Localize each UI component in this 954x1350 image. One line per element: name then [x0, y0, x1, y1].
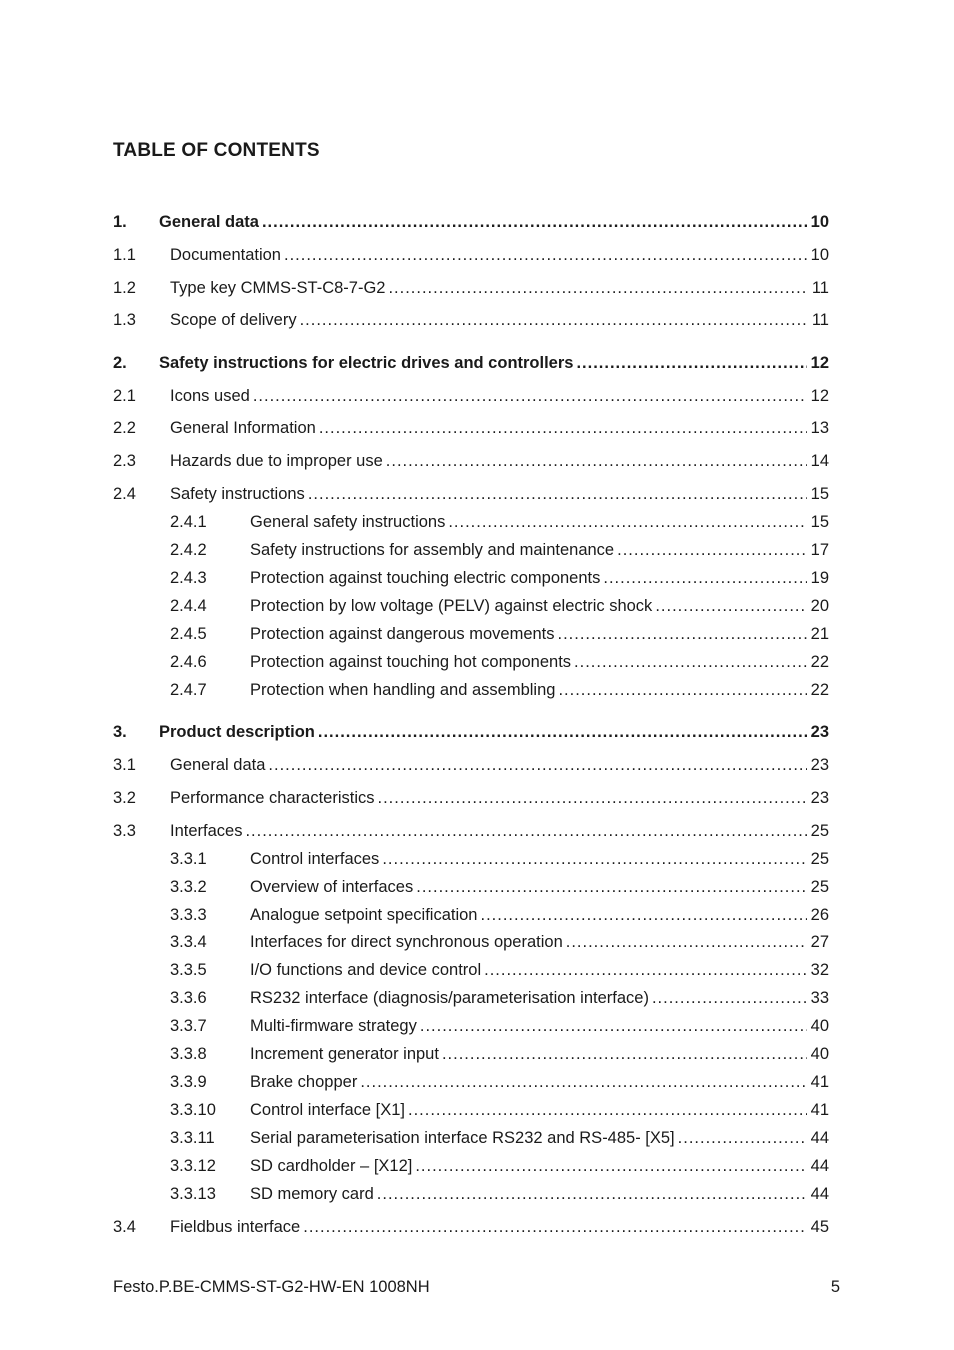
toc-entry-number: 2.4.3: [170, 569, 207, 587]
dot-leader: [416, 878, 806, 897]
toc-entry-leader-line: [250, 878, 829, 897]
dot-leader: [262, 213, 807, 232]
toc-entry-page: 10: [810, 213, 829, 231]
page-title: TABLE OF CONTENTS: [113, 140, 320, 161]
toc-entry-title: Protection by low voltage (PELV) against electric shock: [250, 597, 653, 615]
dot-leader: [678, 1129, 807, 1148]
toc-entry-title: Scope of delivery: [170, 311, 297, 329]
toc-entry-title: Performance characteristics: [170, 789, 375, 807]
toc-entry-page: 12: [810, 387, 829, 405]
toc-entry[interactable]: [113, 1017, 829, 1041]
toc-entry-leader-line: [250, 1185, 829, 1204]
toc-entry-leader-line: [170, 246, 829, 265]
toc-entry-number: 3.4: [113, 1218, 136, 1236]
dot-leader: [576, 354, 806, 373]
toc-entry[interactable]: [113, 311, 829, 335]
toc-entry-leader-line: [250, 850, 829, 869]
toc-entry-title: Protection when handling and assembling: [250, 681, 556, 699]
toc-entry-title: Icons used: [170, 387, 250, 405]
toc-entry-leader-line: [250, 1157, 829, 1176]
toc-entry[interactable]: [113, 789, 829, 813]
toc-entry-page: 25: [810, 850, 829, 868]
toc-entry-leader-line: [170, 1218, 829, 1237]
toc-entry-leader-line: [170, 452, 829, 471]
toc-entry-page: 41: [810, 1073, 829, 1091]
toc-entry-page: 20: [810, 597, 829, 615]
toc-entry[interactable]: [113, 419, 829, 443]
dot-leader: [308, 485, 807, 504]
toc-entry-number: 2.: [113, 354, 127, 372]
toc-entry-page: 25: [810, 822, 829, 840]
toc-entry[interactable]: [113, 961, 829, 985]
toc-entry-page: 22: [810, 681, 829, 699]
dot-leader: [484, 961, 807, 980]
toc-entry-leader-line: [250, 541, 829, 560]
toc-entry-page: 15: [810, 485, 829, 503]
toc-entry-number: 3.3.1: [170, 850, 207, 868]
toc-entry-page: 11: [811, 311, 829, 329]
dot-leader: [360, 1073, 806, 1092]
toc-entry[interactable]: [113, 681, 829, 705]
dot-leader: [388, 279, 807, 298]
dot-leader: [408, 1101, 807, 1120]
toc-entry-number: 2.4.2: [170, 541, 207, 559]
dot-leader: [420, 1017, 807, 1036]
dot-leader: [652, 989, 807, 1008]
dot-leader: [481, 906, 807, 925]
toc-entry-number: 1.3: [113, 311, 136, 329]
dot-leader: [382, 850, 806, 869]
toc-entry-number: 3.3.12: [170, 1157, 216, 1175]
toc-entry-leader-line: [250, 625, 829, 644]
toc-entry-number: 3.3.11: [170, 1129, 215, 1147]
toc-entry-leader-line: [250, 597, 829, 616]
dot-leader: [574, 653, 807, 672]
toc-entry-title: Product description: [159, 723, 315, 741]
toc-entry-title: Interfaces for direct synchronous operation: [250, 933, 563, 951]
toc-entry-page: 40: [810, 1017, 829, 1035]
toc-entry-page: 32: [810, 961, 829, 979]
toc-entry-number: 3.3.5: [170, 961, 207, 979]
toc-entry[interactable]: [113, 756, 829, 780]
toc-entry-leader-line: [159, 723, 829, 742]
toc-entry-number: 3.: [113, 723, 127, 741]
toc-entry[interactable]: [113, 1185, 829, 1209]
toc-entry-number: 2.3: [113, 452, 136, 470]
toc-entry-title: Control interfaces: [250, 850, 380, 868]
toc-entry-leader-line: [170, 822, 829, 841]
toc-entry-leader-line: [250, 569, 829, 588]
dot-leader: [558, 625, 807, 644]
toc-entry-number: 3.3.9: [170, 1073, 207, 1091]
toc-entry-page: 12: [810, 354, 829, 372]
dot-leader: [617, 541, 807, 560]
dot-leader: [415, 1157, 806, 1176]
toc-entry-title: Documentation: [170, 246, 281, 264]
toc-entry-page: 19: [810, 569, 829, 587]
dot-leader: [566, 933, 807, 952]
toc-entry-page: 25: [810, 878, 829, 896]
toc-entry-title: SD memory card: [250, 1185, 374, 1203]
toc-entry-number: 3.3.7: [170, 1017, 207, 1035]
toc-entry[interactable]: [113, 850, 829, 874]
toc-entry-leader-line: [170, 789, 829, 808]
dot-leader: [655, 597, 806, 616]
toc-entry-leader-line: [170, 419, 829, 438]
toc-entry-number: 2.4: [113, 485, 136, 503]
toc-entry-leader-line: [159, 213, 829, 232]
toc-entry-title: RS232 interface (diagnosis/parameterisation interface): [250, 989, 649, 1007]
toc-entry-leader-line: [250, 1073, 829, 1092]
toc-entry-leader-line: [250, 1045, 829, 1064]
toc-entry-title: General data: [170, 756, 266, 774]
toc-entry-number: 3.3.6: [170, 989, 207, 1007]
toc-entry[interactable]: [113, 541, 829, 565]
toc-entry[interactable]: [113, 213, 829, 237]
toc-entry-leader-line: [250, 906, 829, 925]
toc-entry-page: 23: [810, 756, 829, 774]
dot-leader: [603, 569, 806, 588]
toc-entry-number: 3.3.2: [170, 878, 207, 896]
toc-entry-title: Overview of interfaces: [250, 878, 414, 896]
toc-entry-number: 3.3.10: [170, 1101, 216, 1119]
toc-entry-title: Control interface [X1]: [250, 1101, 405, 1119]
toc-entry[interactable]: [113, 989, 829, 1013]
toc-entry-title: General data: [159, 213, 259, 231]
toc-entry[interactable]: [113, 387, 829, 411]
toc-entry[interactable]: [113, 354, 829, 378]
toc-entry[interactable]: [113, 279, 829, 303]
toc-entry-title: General Information: [170, 419, 316, 437]
toc-entry-page: 14: [810, 452, 829, 470]
toc-entry-leader-line: [170, 311, 829, 330]
toc-entry[interactable]: [113, 906, 829, 930]
toc-entry-leader-line: [250, 681, 829, 700]
toc-entry-title: Protection against dangerous movements: [250, 625, 555, 643]
toc-entry-title: Protection against touching electric components: [250, 569, 601, 587]
toc-entry[interactable]: [113, 1101, 829, 1125]
toc-entry-leader-line: [250, 1017, 829, 1036]
toc-entry-title: Serial parameterisation interface RS232 and RS-485- [X5]: [250, 1129, 675, 1147]
toc-entry-number: 2.4.7: [170, 681, 207, 699]
toc-entry-leader-line: [159, 354, 829, 373]
toc-entry-title: Increment generator input: [250, 1045, 439, 1063]
toc-entry-number: 3.3.8: [170, 1045, 207, 1063]
dot-leader: [245, 822, 806, 841]
toc-entry-number: 3.2: [113, 789, 136, 807]
toc-entry[interactable]: [113, 878, 829, 902]
dot-leader: [300, 311, 808, 330]
toc-entry[interactable]: [113, 485, 829, 509]
toc-entry-leader-line: [170, 756, 829, 775]
dot-leader: [319, 419, 807, 438]
toc-entry-number: 2.4.1: [170, 513, 207, 531]
footer-document-id: Festo.P.BE-CMMS-ST-G2-HW-EN 1008NH: [113, 1278, 430, 1296]
toc-entry-page: 22: [810, 653, 829, 671]
dot-leader: [448, 513, 806, 532]
toc-entry-title: Hazards due to improper use: [170, 452, 383, 470]
toc-entry[interactable]: [113, 1157, 829, 1181]
dot-leader: [268, 756, 806, 775]
toc-entry-number: 3.3: [113, 822, 136, 840]
dot-leader: [386, 452, 807, 471]
toc-entry[interactable]: [113, 723, 829, 747]
toc-entry-title: General safety instructions: [250, 513, 446, 531]
toc-entry-number: 3.3.3: [170, 906, 207, 924]
footer-page-number: 5: [830, 1278, 840, 1296]
toc-entry-title: Type key CMMS-ST-C8-7-G2: [170, 279, 386, 297]
toc-entry[interactable]: [113, 452, 829, 476]
toc-entry-leader-line: [170, 279, 829, 298]
toc-entry-leader-line: [250, 961, 829, 980]
toc-entry[interactable]: [113, 625, 829, 649]
dot-leader: [442, 1045, 807, 1064]
toc-entry-page: 15: [810, 513, 829, 531]
toc-entry-page: 23: [810, 789, 829, 807]
toc-entry[interactable]: [113, 1129, 829, 1153]
toc-entry-title: I/O functions and device control: [250, 961, 482, 979]
toc-entry-page: 17: [810, 541, 829, 559]
dot-leader: [318, 723, 807, 742]
toc-entry-page: 41: [810, 1101, 829, 1119]
toc-entry-number: 3.3.4: [170, 933, 207, 951]
dot-leader: [253, 387, 807, 406]
toc-entry-page: 21: [810, 625, 829, 643]
dot-leader: [284, 246, 807, 265]
toc-entry-title: Multi-firmware strategy: [250, 1017, 417, 1035]
toc-entry-page: 26: [810, 906, 829, 924]
toc-entry[interactable]: [113, 597, 829, 621]
toc-entry[interactable]: [113, 569, 829, 593]
dot-leader: [303, 1218, 806, 1237]
toc-entry-page: 40: [810, 1045, 829, 1063]
toc-entry-leader-line: [250, 933, 829, 952]
toc-entry-number: 1.2: [113, 279, 136, 297]
dot-leader: [378, 789, 807, 808]
toc-entry-number: 3.1: [113, 756, 136, 774]
toc-entry-number: 2.1: [113, 387, 136, 405]
toc-entry-page: 13: [810, 419, 829, 437]
toc-entry-number: 2.4.6: [170, 653, 207, 671]
toc-entry-title: Brake chopper: [250, 1073, 358, 1091]
toc-entry-title: Interfaces: [170, 822, 243, 840]
toc-entry[interactable]: [113, 653, 829, 677]
toc-entry[interactable]: [113, 246, 829, 270]
toc-entry-title: Safety instructions for assembly and maintenance: [250, 541, 615, 559]
toc-entry-page: 11: [811, 279, 829, 297]
toc-entry-number: 2.2: [113, 419, 136, 437]
toc-entry-page: 44: [810, 1185, 829, 1203]
toc-entry[interactable]: [113, 513, 829, 537]
toc-entry-page: 44: [810, 1157, 829, 1175]
toc-entry-page: 23: [810, 723, 829, 741]
toc-entry-title: Analogue setpoint specification: [250, 906, 478, 924]
toc-entry-leader-line: [250, 989, 829, 1008]
toc-entry-leader-line: [250, 1129, 829, 1148]
toc-entry-number: 3.3.13: [170, 1185, 216, 1203]
toc-entry-leader-line: [250, 513, 829, 532]
toc-entry-number: 2.4.5: [170, 625, 207, 643]
toc-entry-number: 1.1: [113, 246, 136, 264]
toc-entry[interactable]: [113, 933, 829, 957]
toc-entry-page: 44: [810, 1129, 829, 1147]
toc-entry-page: 10: [810, 246, 829, 264]
toc-entry-page: 27: [810, 933, 829, 951]
toc-entry-title: SD cardholder – [X12]: [250, 1157, 413, 1175]
toc-entry-title: Safety instructions for electric drives and controllers: [159, 354, 574, 372]
toc-entry-title: Safety instructions: [170, 485, 305, 503]
toc-entry-page: 45: [810, 1218, 829, 1236]
toc-entry-leader-line: [250, 653, 829, 672]
toc-entry-title: Protection against touching hot components: [250, 653, 572, 671]
toc-entry-leader-line: [170, 387, 829, 406]
dot-leader: [558, 681, 806, 700]
toc-entry-number: 1.: [113, 213, 127, 231]
toc-entry-leader-line: [170, 485, 829, 504]
toc-entry[interactable]: [113, 822, 829, 846]
toc-entry[interactable]: [113, 1073, 829, 1097]
toc-entry-title: Fieldbus interface: [170, 1218, 301, 1236]
toc-entry[interactable]: [113, 1218, 829, 1242]
toc-entry-leader-line: [250, 1101, 829, 1120]
toc-entry[interactable]: [113, 1045, 829, 1069]
toc-entry-page: 33: [810, 989, 829, 1007]
toc-entry-number: 2.4.4: [170, 597, 207, 615]
dot-leader: [377, 1185, 807, 1204]
